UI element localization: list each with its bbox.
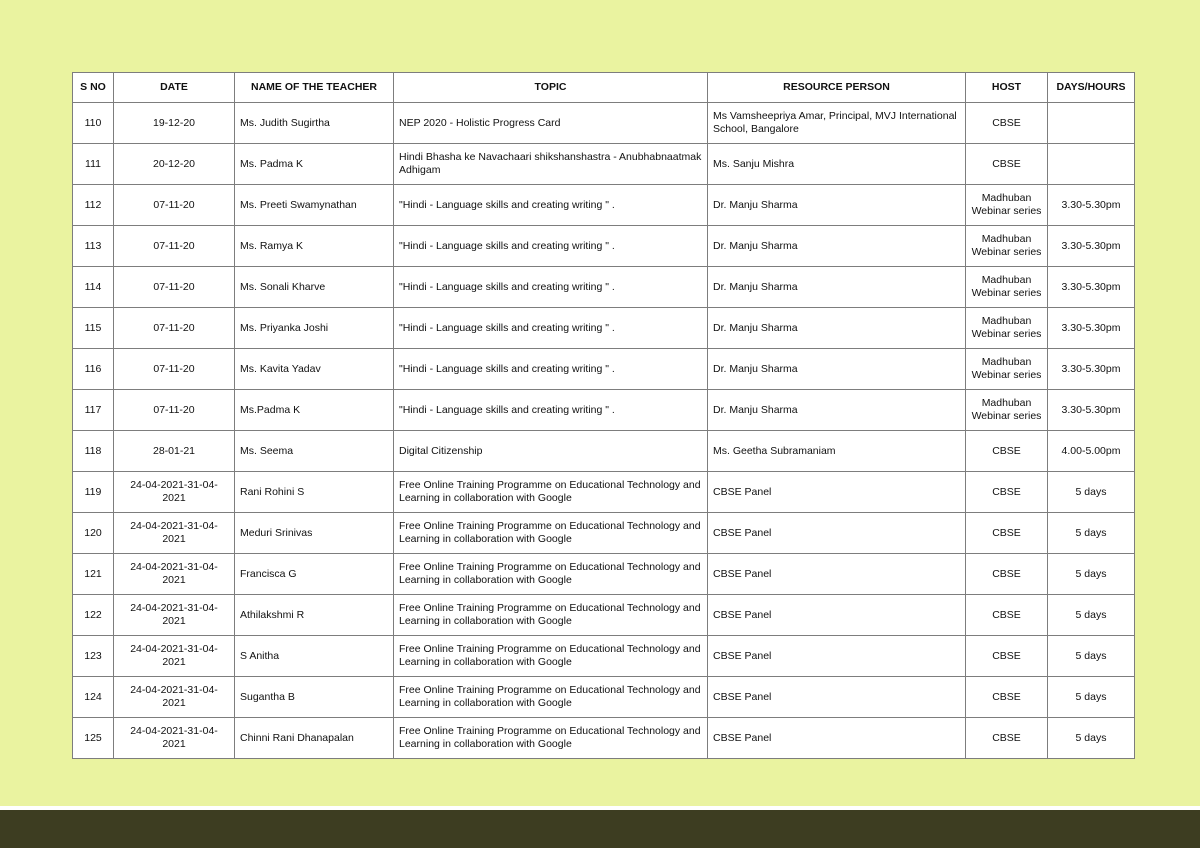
cell-host: CBSE: [966, 677, 1048, 718]
cell-host: CBSE: [966, 103, 1048, 144]
cell-sno: 113: [73, 226, 114, 267]
cell-sno: 123: [73, 636, 114, 677]
footer-bar: [0, 810, 1200, 848]
cell-sno: 119: [73, 472, 114, 513]
table-row: [73, 390, 1135, 431]
cell-date: 28-01-21: [114, 431, 235, 472]
header-date: DATE: [114, 73, 235, 103]
cell-resource-person: Ms Vamsheepriya Amar, Principal, MVJ International School, Bangalore: [708, 103, 966, 144]
cell-days-hours: 5 days: [1048, 554, 1135, 595]
cell-resource-person: Dr. Manju Sharma: [708, 308, 966, 349]
cell-teacher: Rani Rohini S: [235, 472, 394, 513]
cell-teacher: Ms. Judith Sugirtha: [235, 103, 394, 144]
cell-days-hours: 5 days: [1048, 595, 1135, 636]
table-row: [73, 226, 1135, 267]
cell-sno: 125: [73, 718, 114, 759]
cell-resource-person: CBSE Panel: [708, 677, 966, 718]
cell-topic: "Hindi - Language skills and creating writing " .: [394, 185, 708, 226]
cell-resource-person: CBSE Panel: [708, 636, 966, 677]
table-row: [73, 349, 1135, 390]
header-row: [73, 73, 1135, 103]
cell-resource-person: Ms. Sanju Mishra: [708, 144, 966, 185]
cell-date: 20-12-20: [114, 144, 235, 185]
cell-topic: Free Online Training Programme on Educational Technology and Learning in collaboration with Google: [394, 554, 708, 595]
cell-date: 24-04-2021-31-04-2021: [114, 472, 235, 513]
cell-date: 07-11-20: [114, 349, 235, 390]
table-row: [73, 513, 1135, 554]
header-days-hours: DAYS/HOURS: [1048, 73, 1135, 103]
cell-resource-person: CBSE Panel: [708, 513, 966, 554]
cell-sno: 118: [73, 431, 114, 472]
cell-days-hours: 3.30-5.30pm: [1048, 390, 1135, 431]
table-row: [73, 636, 1135, 677]
header-resource-person: RESOURCE PERSON: [708, 73, 966, 103]
cell-sno: 111: [73, 144, 114, 185]
cell-teacher: Sugantha B: [235, 677, 394, 718]
table-row: [73, 431, 1135, 472]
cell-topic: "Hindi - Language skills and creating writing " .: [394, 226, 708, 267]
cell-host: CBSE: [966, 718, 1048, 759]
cell-teacher: Ms.Padma K: [235, 390, 394, 431]
cell-topic: "Hindi - Language skills and creating writing " .: [394, 308, 708, 349]
cell-resource-person: CBSE Panel: [708, 595, 966, 636]
header-topic: TOPIC: [394, 73, 708, 103]
cell-days-hours: 5 days: [1048, 472, 1135, 513]
cell-resource-person: Dr. Manju Sharma: [708, 226, 966, 267]
cell-days-hours: [1048, 144, 1135, 185]
cell-topic: NEP 2020 - Holistic Progress Card: [394, 103, 708, 144]
cell-host: CBSE: [966, 144, 1048, 185]
cell-topic: Free Online Training Programme on Educational Technology and Learning in collaboration with Google: [394, 472, 708, 513]
cell-teacher: Ms. Seema: [235, 431, 394, 472]
cell-resource-person: CBSE Panel: [708, 472, 966, 513]
table-row: [73, 595, 1135, 636]
cell-days-hours: [1048, 103, 1135, 144]
cell-teacher: Chinni Rani Dhanapalan: [235, 718, 394, 759]
cell-host: CBSE: [966, 513, 1048, 554]
cell-resource-person: Dr. Manju Sharma: [708, 349, 966, 390]
cell-sno: 117: [73, 390, 114, 431]
cell-topic: Free Online Training Programme on Educational Technology and Learning in collaboration with Google: [394, 636, 708, 677]
cell-date: 24-04-2021-31-04-2021: [114, 595, 235, 636]
cell-sno: 121: [73, 554, 114, 595]
table-body: [73, 103, 1135, 759]
cell-teacher: Ms. Ramya K: [235, 226, 394, 267]
cell-topic: Digital Citizenship: [394, 431, 708, 472]
cell-resource-person: Dr. Manju Sharma: [708, 267, 966, 308]
table-header: [73, 73, 1135, 103]
cell-sno: 120: [73, 513, 114, 554]
cell-topic: Free Online Training Programme on Educational Technology and Learning in collaboration with Google: [394, 718, 708, 759]
cell-teacher: Francisca G: [235, 554, 394, 595]
cell-date: 24-04-2021-31-04-2021: [114, 554, 235, 595]
cell-sno: 112: [73, 185, 114, 226]
cell-sno: 122: [73, 595, 114, 636]
table-row: [73, 677, 1135, 718]
table-row: [73, 267, 1135, 308]
cell-date: 07-11-20: [114, 267, 235, 308]
cell-days-hours: 3.30-5.30pm: [1048, 308, 1135, 349]
cell-host: CBSE: [966, 595, 1048, 636]
cell-topic: Hindi Bhasha ke Navachaari shikshanshastra - Anubhabnaatmak Adhigam: [394, 144, 708, 185]
table-row: [73, 144, 1135, 185]
table-row: [73, 472, 1135, 513]
cell-topic: Free Online Training Programme on Educational Technology and Learning in collaboration with Google: [394, 595, 708, 636]
cell-sno: 110: [73, 103, 114, 144]
cell-topic: "Hindi - Language skills and creating writing " .: [394, 390, 708, 431]
table-row: [73, 103, 1135, 144]
cell-host: Madhuban Webinar series: [966, 185, 1048, 226]
cell-host: CBSE: [966, 554, 1048, 595]
table-row: [73, 308, 1135, 349]
cell-teacher: Ms. Padma K: [235, 144, 394, 185]
cell-topic: "Hindi - Language skills and creating writing " .: [394, 267, 708, 308]
cell-teacher: S Anitha: [235, 636, 394, 677]
cell-date: 07-11-20: [114, 390, 235, 431]
cell-resource-person: CBSE Panel: [708, 554, 966, 595]
cell-host: Madhuban Webinar series: [966, 226, 1048, 267]
cell-days-hours: 3.30-5.30pm: [1048, 226, 1135, 267]
cell-teacher: Ms. Kavita Yadav: [235, 349, 394, 390]
cell-teacher: Ms. Priyanka Joshi: [235, 308, 394, 349]
cell-host: Madhuban Webinar series: [966, 267, 1048, 308]
cell-days-hours: 5 days: [1048, 677, 1135, 718]
cell-sno: 124: [73, 677, 114, 718]
cell-resource-person: Dr. Manju Sharma: [708, 390, 966, 431]
cell-days-hours: 3.30-5.30pm: [1048, 267, 1135, 308]
cell-host: Madhuban Webinar series: [966, 390, 1048, 431]
header-teacher: NAME OF THE TEACHER: [235, 73, 394, 103]
cell-date: 24-04-2021-31-04-2021: [114, 677, 235, 718]
cell-sno: 116: [73, 349, 114, 390]
cell-host: CBSE: [966, 472, 1048, 513]
cell-resource-person: Dr. Manju Sharma: [708, 185, 966, 226]
cell-days-hours: 5 days: [1048, 513, 1135, 554]
header-host: HOST: [966, 73, 1048, 103]
cell-date: 07-11-20: [114, 308, 235, 349]
table-row: [73, 554, 1135, 595]
header-sno: S NO: [73, 73, 114, 103]
cell-host: Madhuban Webinar series: [966, 308, 1048, 349]
cell-days-hours: 5 days: [1048, 636, 1135, 677]
cell-date: 07-11-20: [114, 185, 235, 226]
cell-topic: Free Online Training Programme on Educational Technology and Learning in collaboration with Google: [394, 513, 708, 554]
cell-sno: 115: [73, 308, 114, 349]
training-table: [72, 72, 1135, 759]
cell-date: 19-12-20: [114, 103, 235, 144]
cell-topic: Free Online Training Programme on Educational Technology and Learning in collaboration with Google: [394, 677, 708, 718]
cell-days-hours: 3.30-5.30pm: [1048, 185, 1135, 226]
cell-date: 24-04-2021-31-04-2021: [114, 513, 235, 554]
cell-days-hours: 3.30-5.30pm: [1048, 349, 1135, 390]
cell-resource-person: CBSE Panel: [708, 718, 966, 759]
cell-teacher: Ms. Preeti Swamynathan: [235, 185, 394, 226]
cell-date: 24-04-2021-31-04-2021: [114, 718, 235, 759]
cell-days-hours: 4.00-5.00pm: [1048, 431, 1135, 472]
table-row: [73, 185, 1135, 226]
table-row: [73, 718, 1135, 759]
cell-date: 24-04-2021-31-04-2021: [114, 636, 235, 677]
cell-sno: 114: [73, 267, 114, 308]
cell-host: Madhuban Webinar series: [966, 349, 1048, 390]
cell-teacher: Athilakshmi R: [235, 595, 394, 636]
cell-date: 07-11-20: [114, 226, 235, 267]
cell-host: CBSE: [966, 636, 1048, 677]
cell-teacher: Meduri Srinivas: [235, 513, 394, 554]
cell-host: CBSE: [966, 431, 1048, 472]
cell-teacher: Ms. Sonali Kharve: [235, 267, 394, 308]
cell-topic: "Hindi - Language skills and creating writing " .: [394, 349, 708, 390]
cell-days-hours: 5 days: [1048, 718, 1135, 759]
cell-resource-person: Ms. Geetha Subramaniam: [708, 431, 966, 472]
